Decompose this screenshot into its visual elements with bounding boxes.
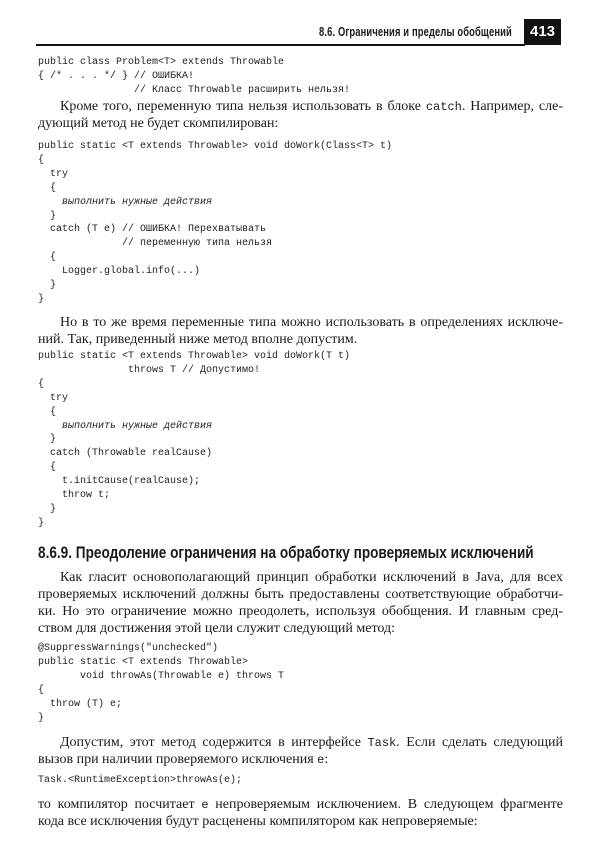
text-run: . Например, сле- [461, 99, 563, 114]
text-run: ством для достижения этой цели служит следующий метод: [38, 621, 396, 636]
code-line: } [38, 210, 57, 222]
code-line: public static <T extends Throwable> [38, 656, 249, 668]
code-line: try [38, 392, 69, 404]
code-line: { [38, 684, 45, 696]
text-line [38, 586, 563, 603]
text-run: проверяемых исключений должны быть предоставлены соответствующие обработчи- [38, 587, 563, 602]
code-line: public static <T extends Throwable> void doWork(Class<T> t) [38, 141, 393, 152]
text-line [38, 115, 563, 132]
code-line: throw t; [38, 490, 111, 502]
header-rule [36, 44, 525, 46]
text-run: Как гласит основополагающий принцип обработки исключений в Java, для всех [60, 570, 563, 585]
text-run: Допустим, этот метод содержится в интерфейсе [60, 735, 368, 750]
code-listing [38, 350, 350, 531]
code-line: catch (Throwable realCause) [38, 448, 213, 460]
code-line: } [38, 293, 45, 305]
code-line: } [38, 434, 57, 446]
paragraph [38, 98, 563, 132]
text-run: ний. Так, приведенный ниже метод вполне допустим. [38, 332, 358, 347]
code-line: } [38, 517, 45, 529]
code-line: t.initCause(realCause); [38, 476, 201, 488]
section-heading: 8.6.9. Преодоление ограничения на обработку проверяемых исключений [38, 543, 534, 562]
code-line: { [38, 462, 57, 474]
text-line [38, 603, 563, 620]
text-line [38, 620, 563, 637]
code-line: Task.<RuntimeException>throwAs(e); [38, 775, 243, 786]
code-line: выполнить нужные действия [38, 196, 213, 208]
code-listing [38, 774, 242, 788]
code-line: @SuppressWarnings("unchecked") [38, 643, 219, 654]
text-line [38, 751, 563, 768]
text-run: : [324, 752, 329, 767]
inline-code: e [201, 798, 209, 812]
text-run: дующий метод не будет скомпилирован: [38, 116, 279, 131]
code-listing [38, 56, 350, 98]
code-line: { [38, 252, 57, 264]
code-line: { [38, 406, 57, 418]
code-line: { [38, 182, 57, 194]
running-header-title: 8.6. Ограничения и пределы обобщений [319, 24, 512, 39]
paragraph [38, 569, 563, 637]
code-line: // Класс Throwable расширить нельзя! [38, 84, 351, 96]
page-number: 413 [524, 19, 561, 45]
code-line: throw (T) e; [38, 698, 123, 710]
text-line [38, 314, 563, 331]
paragraph [38, 796, 563, 830]
code-listing [38, 642, 284, 725]
code-line: catch (T e) // ОШИБКА! Перехватывать [38, 224, 267, 236]
text-line [38, 796, 563, 813]
text-line [38, 569, 563, 586]
code-line: Logger.global.info(...) [38, 266, 201, 278]
inline-code: e [317, 753, 325, 767]
code-line: { [38, 154, 45, 166]
code-line: } [38, 712, 45, 724]
text-run: кода все исключения будут расценены компилятором как непроверяемые: [38, 814, 478, 829]
code-line: throws T // Допустимо! [38, 364, 261, 376]
text-run: ки. Но это ограничение можно преодолеть, используя обобщения. И главным сред- [38, 604, 563, 619]
text-run: Но в то же время переменные типа можно использовать в определениях исключе- [60, 315, 563, 330]
code-line: } [38, 280, 57, 292]
text-line [38, 734, 563, 751]
paragraph [38, 314, 563, 348]
code-listing [38, 140, 392, 307]
code-line: { [38, 378, 45, 390]
inline-code: catch [425, 100, 462, 114]
code-line: public static <T extends Throwable> void doWork(T t) [38, 351, 351, 362]
text-run: то компилятор посчитает [38, 797, 202, 812]
code-line: try [38, 168, 69, 180]
text-run: . Если сделать следующий [396, 735, 564, 750]
text-run: вызов при наличии проверяемого исключения [38, 752, 318, 767]
code-line: } [38, 503, 57, 515]
code-line: // переменную типа нельзя [38, 238, 273, 250]
text-line [38, 98, 563, 115]
inline-code: Task [367, 736, 397, 750]
code-line: public class Problem<T> extends Throwable [38, 57, 285, 68]
code-line: выполнить нужные действия [38, 420, 213, 432]
code-line: { /* . . . */ } // ОШИБКА! [38, 70, 195, 82]
text-run: Кроме того, переменную типа нельзя использовать в блоке [60, 99, 426, 114]
text-line [38, 331, 563, 348]
paragraph [38, 734, 563, 768]
text-run: непроверяемым исключением. В следующем фрагменте [208, 797, 563, 812]
code-line: void throwAs(Throwable e) throws T [38, 670, 285, 682]
text-line [38, 813, 563, 830]
